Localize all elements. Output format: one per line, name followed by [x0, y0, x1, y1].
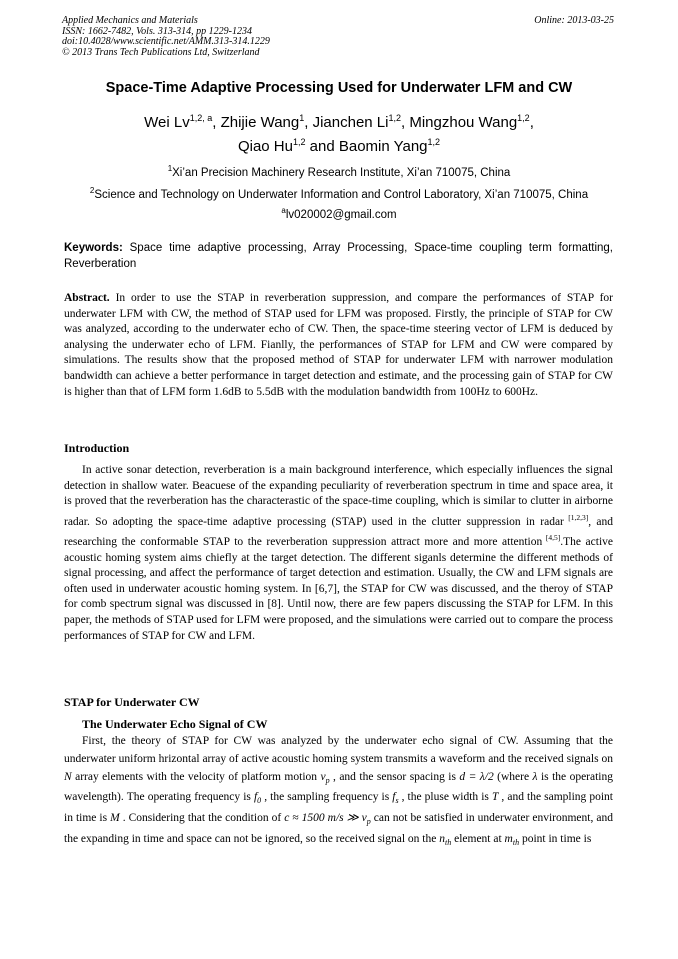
body-text: element at — [451, 832, 505, 845]
issn-line: ISSN: 1662-7482, Vols. 313-314, pp 1229-1234 — [62, 25, 252, 37]
journal-name: Applied Mechanics and Materials — [62, 15, 198, 26]
abstract-label: Abstract. — [64, 292, 110, 304]
math-subscript: s — [395, 796, 399, 806]
email-mark: a — [281, 206, 286, 215]
body-text: (where — [493, 770, 533, 783]
math-var-f: f — [253, 791, 258, 804]
keywords — [64, 240, 613, 272]
copyright-line: © 2013 Trans Tech Publications Ltd, Switzerland — [62, 46, 260, 58]
body-text: , the pluse width is — [398, 791, 492, 804]
citation-ref: [4,5] — [542, 533, 561, 543]
author-email — [40, 206, 638, 221]
math-subscript: th — [444, 837, 452, 847]
math-var-n: n — [439, 832, 445, 845]
author-affiliation-mark: 1,2, a — [189, 113, 213, 123]
intro-text: In active sonar detection, reverberation is a main background interference, which especially influences the signal detection in shallow water. Beacuese of the expanding peculiarity of reverberation spectrum in time and space area, it is proved that the reverberation has the characterastic of the space-time coupling, which is similar to clutter in airborne radar. So adopting the space-time adaptive processing (STAP) used in the clutter suppression in radar — [64, 464, 613, 528]
math-var-N: N — [64, 770, 72, 783]
author-affiliation-mark: 1,2 — [427, 137, 441, 147]
math-subscript: 0 — [257, 796, 262, 806]
author-line-2 — [40, 137, 638, 155]
body-text: , and the sensor spacing is — [329, 770, 460, 783]
author-affiliation-mark: 1,2 — [388, 113, 401, 123]
abstract-text: In order to use the STAP in reverberation suppression, and compare the performances of STAP for underwater LFM with CW, the method of STAP used for LFM was proposed. Firstly, the principle of STAP for CW was analyzed, according to the underwater echo of CW. Then, the space-time steering vector of LFM is deduced by analysing the underwater echo of LFM. Fianlly, the performances of STAP for LFM and CW were compared by simulations. The results show that the proposed method of STAP for underwater LFM with narrower modulation bandwidth can achieve a better performance in target detection and estimate, and the processing gain of STAP for CW is higher than that of LFM form 1.6dB to 5.5dB with the modulation bandwidth from 100Hz to 600Hz. — [64, 292, 613, 398]
math-var-f: f — [392, 791, 396, 804]
introduction-body — [64, 463, 613, 644]
math-var-v: v — [320, 770, 326, 783]
stap-section-heading: STAP for Underwater CW — [64, 695, 200, 709]
math-var-m: m — [504, 832, 513, 845]
author-affiliation-mark: 1,2 — [292, 137, 306, 147]
math-subscript: p — [325, 775, 330, 785]
affiliation-2 — [40, 186, 638, 201]
author-name: and Baomin Yang — [305, 138, 428, 155]
affiliation-1 — [40, 164, 638, 179]
math-eq-sound-speed: c ≈ 1500 m/s ≫ v — [284, 812, 367, 825]
body-text: array elements with the velocity of platform motion — [71, 770, 321, 783]
affiliation-text: Xi’an Precision Machinery Research Institute, Xi’an 710075, China — [172, 166, 511, 179]
body-text: . Considering that the condition of — [119, 812, 285, 825]
author-name: , Jianchen Li — [304, 114, 389, 131]
intro-text: , and researching the conformable STAP to the reverberation suppression attract more and more attention — [64, 515, 614, 549]
stap-subsection-heading: The Underwater Echo Signal of CW — [82, 717, 268, 731]
author-affiliation-mark: 1,2 — [517, 113, 530, 123]
author-name: Wei Lv — [144, 114, 190, 131]
paper-title: Space-Time Adaptive Processing Used for Underwater LFM and CW — [105, 80, 573, 96]
math-subscript: p — [366, 817, 371, 827]
author-affiliation-mark: 1 — [299, 113, 305, 123]
citation-ref: [1,2,3] — [563, 512, 589, 522]
math-var-M: M — [110, 812, 120, 825]
online-date: Online: 2013-03-25 — [534, 15, 614, 26]
doi-line: doi:10.4028/www.scientific.net/AMM.313-314.1229 — [62, 36, 270, 47]
author-name: Qiao Hu — [237, 138, 293, 155]
intro-text: .The active acoustic homing system aims chiefly at the target detection. The different siganls determine the different methods of signal processing, and affect the performance of target detection and estimation. Usually, the CW and LFM signals are often used in underwater acoustic homing system. In [6,7], the STAP for CW was discussed, and the theroy of STAP for comb spectrum signal was discussed in [8]. Until now, there are few papers discussing the STAP for LFM. In this paper, the methods of STAP used for LFM were proposed, and the simulations were carried out to compare the process performances of STAP for CW and LFM. — [64, 536, 614, 642]
stap-section-body — [64, 733, 613, 852]
math-eq-spacing: d = λ/2 — [459, 770, 494, 783]
abstract — [64, 291, 613, 400]
body-text: , the sampling frequency is — [261, 791, 393, 804]
body-text: , and the sampling point in time is — [64, 791, 613, 825]
author-line-1 — [40, 113, 638, 131]
email-text: lv020002@gmail.com — [285, 208, 397, 221]
affiliation-text: Science and Technology on Underwater Information and Control Laboratory, Xi’an 710075, China — [94, 188, 589, 201]
body-text: point in time is — [519, 832, 592, 845]
keywords-label: Keywords: — [64, 242, 123, 254]
author-separator: , — [529, 114, 534, 131]
body-text: can not be satisfied in underwater environment, and the expanding in time and space can not be ignored, so the received signal on the — [64, 812, 613, 845]
math-subscript: th — [512, 837, 520, 847]
keywords-text: Space time adaptive processing, Array Processing, Space-time coupling term formatting, Reverberation — [64, 242, 613, 270]
body-text: First, the theory of STAP for CW was analyzed by the underwater echo signal of CW. Assuming that the underwater uniform hrizontal array of active acoustic homing system transmits a waveform and the received signals on — [64, 735, 613, 765]
body-text: is the operating wavelength). The operating frequency is — [64, 770, 613, 804]
journal-header — [62, 16, 382, 58]
affiliation-mark: 1 — [167, 164, 173, 173]
math-var-T: T — [491, 791, 499, 804]
introduction-heading: Introduction — [64, 441, 130, 455]
math-var-lambda: λ — [532, 770, 538, 783]
affiliation-mark: 2 — [89, 186, 95, 195]
author-name: , Zhijie Wang — [212, 114, 300, 131]
author-name: , Mingzhou Wang — [401, 114, 518, 131]
